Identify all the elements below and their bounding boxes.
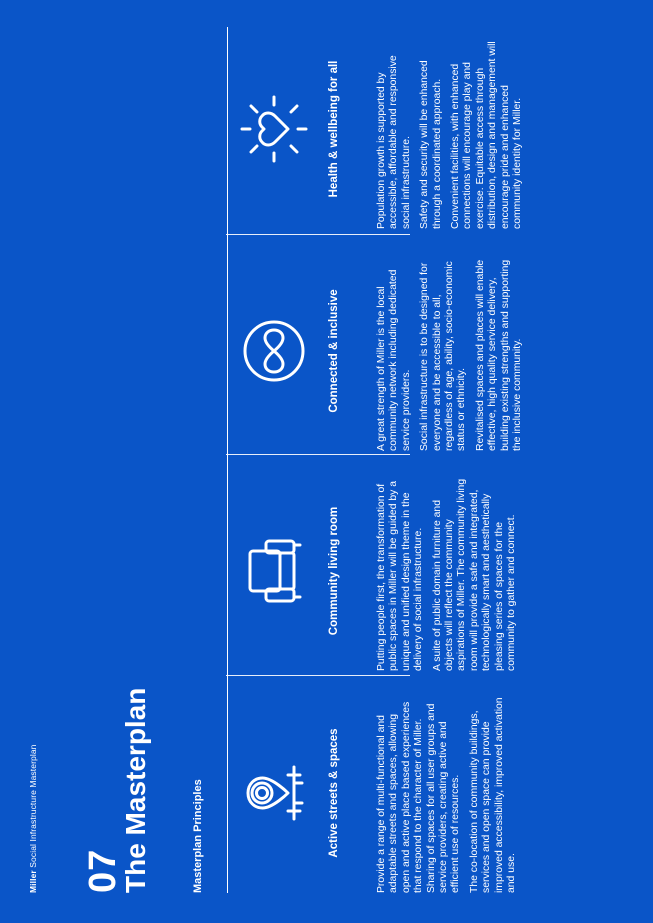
section-subtitle: Masterplan Principles <box>192 779 204 893</box>
principle-paragraph: Convenient facilities, with enhanced connections will encourage play and exercise. Equitable access through distribution, design and management will encourage pride and enhanced community identity for Miller. <box>450 41 524 229</box>
document-title: Social Infrastructure Masterplan <box>28 744 38 868</box>
section-title: The Masterplan <box>120 687 151 893</box>
principle-heading: Connected & inclusive <box>328 289 340 413</box>
running-header <box>28 745 38 893</box>
principle-heading: Active streets & spaces <box>328 728 340 858</box>
principle-paragraph: Population growth is supported by accessible, affordable and responsive social infrastructure. <box>376 55 412 229</box>
brand-name: Miller <box>28 870 38 893</box>
principle-heading: Health & wellbeing for all <box>328 60 340 198</box>
principle-paragraph: The co-location of community buildings, services and open space can provide improved accessibility, improved activation and use. <box>468 697 518 893</box>
principle-heading: Community living room <box>328 506 340 636</box>
principle-paragraph: A great strength of Miller is the local community network including dedicated service providers. <box>376 269 412 451</box>
principle-body <box>376 697 524 893</box>
radiant-heart-icon <box>226 29 322 229</box>
principle-community-living-room <box>226 471 646 671</box>
section-number: 07 <box>82 848 124 893</box>
infinity-loop-icon <box>226 251 322 451</box>
location-pin-street-icon <box>226 693 322 893</box>
principle-body <box>376 475 524 671</box>
principle-paragraph: Provide a range of multi-functional and adaptable streets and spaces, allowing open and active place based experiences that respond to the character of Miller. Sharing of spaces for all user groups and service providers, creating active and efficient use of resources. <box>376 701 462 893</box>
principle-paragraph: Putting people first, the transformation of public spaces in Miller will be guided by a unique and unified design theme in the delivery of social infrastructure. <box>376 480 425 671</box>
principle-health-wellbeing <box>226 29 646 229</box>
principle-paragraph: Social infrastructure is to be designed for everyone and be accessible to all, regardless of age, ability, socio-economic status or ethnicity. <box>419 261 468 451</box>
armchair-icon <box>226 471 322 671</box>
column-divider <box>226 675 410 676</box>
principle-paragraph: Safety and security will be enhanced through a coordinated approach. <box>419 60 443 229</box>
principle-active-streets <box>226 693 646 893</box>
column-divider <box>226 234 410 235</box>
column-divider <box>226 454 410 455</box>
principle-body <box>376 33 530 229</box>
principle-paragraph: Revitalised spaces and places will enable effective, high quality service delivery, building existing strengths and supporting the inclusive community. <box>474 259 524 451</box>
principle-connected-inclusive <box>226 251 646 451</box>
principle-body <box>376 255 530 451</box>
principle-paragraph: A suite of public domain furniture and objects will reflect the community aspirations of Miller. The community living room will provide a safe and integrated, technologically smart and aesthetically pleasing series of spaces for the community to gather and connect. <box>431 478 518 671</box>
